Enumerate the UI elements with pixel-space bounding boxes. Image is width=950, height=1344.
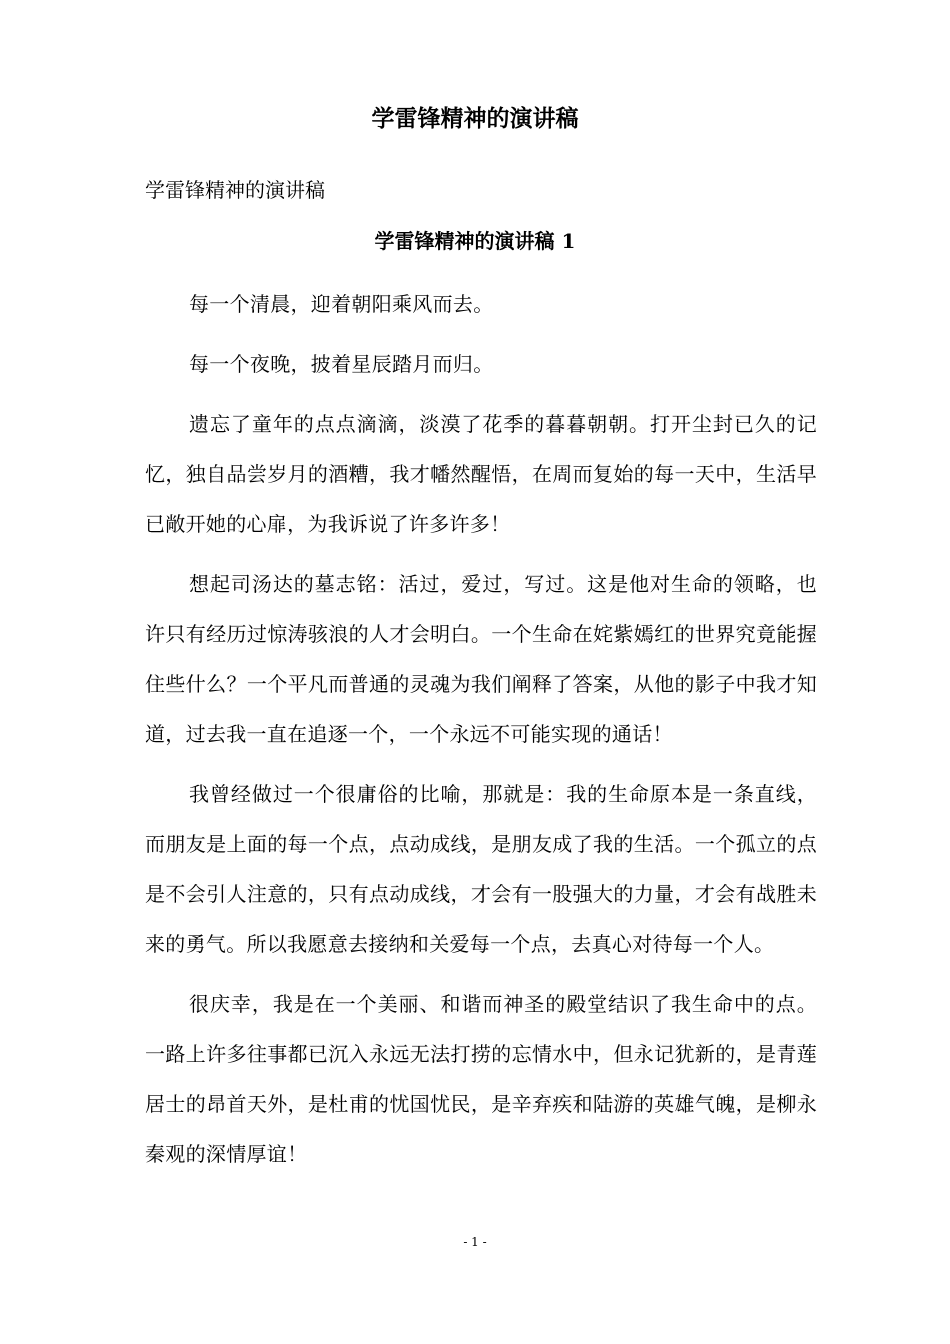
paragraph: 每一个夜晚，披着星辰踏月而归。 <box>189 352 494 376</box>
paragraph: 每一个清晨，迎着朝阳乘风而去。 <box>189 292 494 316</box>
body-text <box>145 279 817 1189</box>
document-title: 学雷锋精神的演讲稿 <box>371 105 579 132</box>
paragraph: 遗忘了童年的点点滴滴，淡漠了花季的暮暮朝朝。打开尘封已久的记忆，独自品尝岁月的酒糟，我才幡然醒悟，在周而复始的每一天中，生活早已敞开她的心扉，为我诉说了许多许多！ <box>145 412 817 536</box>
paragraph: 想起司汤达的墓志铭：活过，爱过，写过。这是他对生命的领略，也许只有经历过惊涛骇浪的人才会明白。一个生命在姹紫嫣红的世界究竟能握住些什么？一个平凡而普通的灵魂为我们阐释了答案，从他的影子中我才知道，过去我一直在追逐一个，一个永远不可能实现的通话！ <box>145 572 817 746</box>
document-subtitle: 学雷锋精神的演讲稿 <box>145 178 325 202</box>
page-number: - 1 - <box>463 1235 487 1249</box>
section-heading: 学雷锋精神的演讲稿 1 <box>374 229 576 253</box>
paragraph: 我曾经做过一个很庸俗的比喻，那就是：我的生命原本是一条直线，而朋友是上面的每一个点，点动成线，是朋友成了我的生活。一个孤立的点是不会引人注意的，只有点动成线，才会有一股强大的力量，才会有战胜未来的勇气。所以我愿意去接纳和关爱每一个点，去真心对待每一个人。 <box>145 782 817 956</box>
paragraph: 很庆幸，我是在一个美丽、和谐而神圣的殿堂结识了我生命中的点。一路上许多往事都已沉入永远无法打捞的忘情水中，但永记犹新的，是青莲居士的昂首天外，是杜甫的忧国忧民，是辛弃疾和陆游的英雄气魄，是柳永秦观的深情厚谊！ <box>145 992 817 1166</box>
